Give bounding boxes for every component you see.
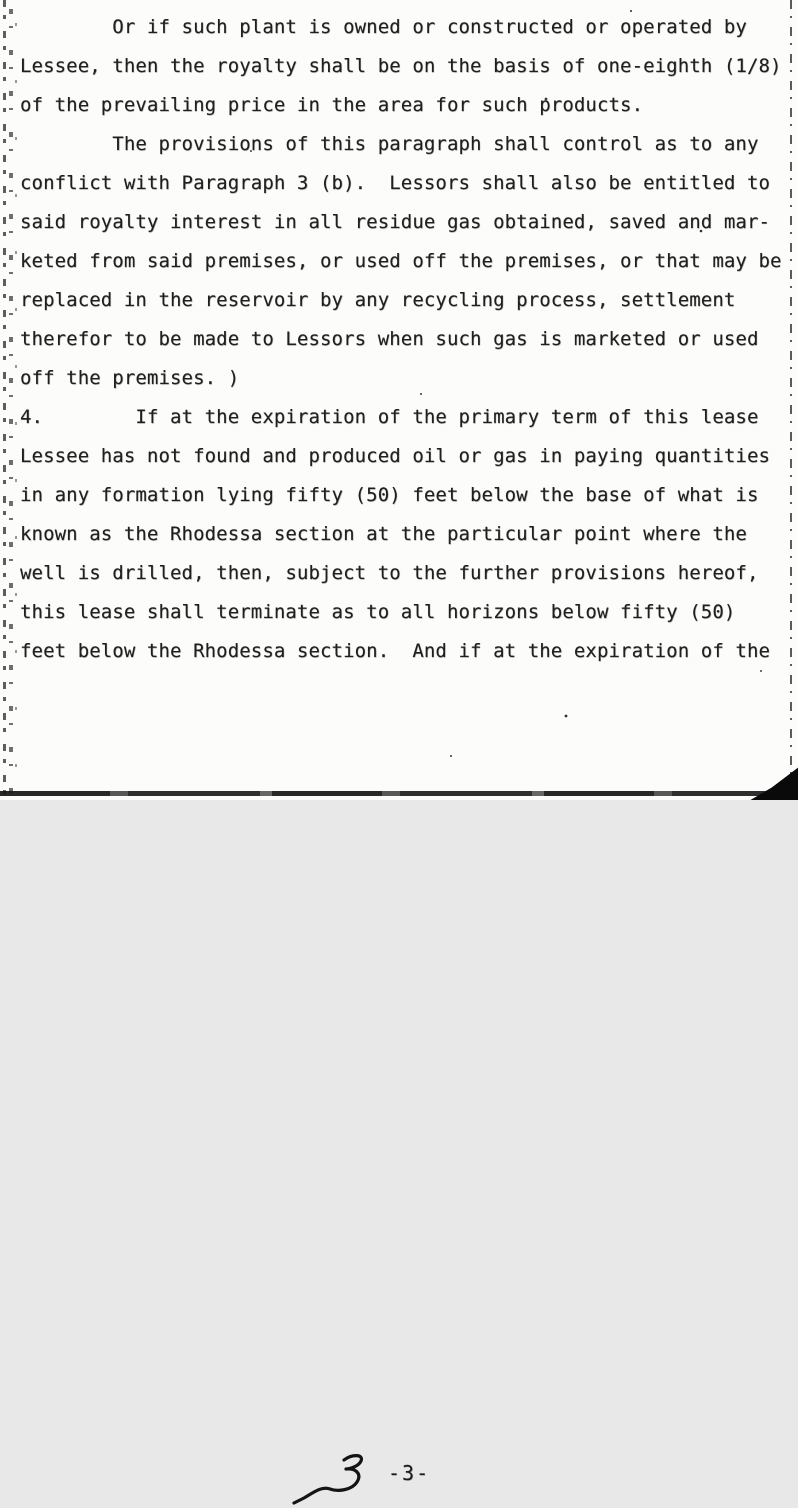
left-torn-edge-artifact — [3, 0, 6, 800]
handwritten-numeral-3 — [292, 1448, 392, 1508]
text-line-paragraph-4: 4. If at the expiration of the primary term of this lease — [20, 406, 759, 428]
text-line: Lessee has not found and produced oil or gas in paying quantities — [20, 445, 771, 467]
text-line: feet below the Rhodessa section. And if at the expiration of the — [20, 640, 771, 662]
typewritten-text-block — [20, 8, 792, 671]
page-footer — [0, 720, 798, 1485]
text-line: well is drilled, then, subject to the further provisions hereof, — [20, 562, 759, 584]
left-torn-edge-artifact-3 — [15, 0, 17, 800]
left-torn-edge-artifact-2 — [9, 0, 13, 800]
text-line: Or if such plant is owned or constructed or operated by — [20, 16, 747, 38]
text-line: conflict with Paragraph 3 (b). Lessors shall also be entitled to — [20, 172, 771, 194]
text-line: replaced in the reservoir by any recycling process, settlement — [20, 289, 736, 311]
text-line: therefor to be made to Lessors when such gas is marketed or used — [20, 328, 759, 350]
text-line: Lessee, then the royalty shall be on the basis of one-eighth (1/8) — [20, 55, 782, 77]
text-line: of the prevailing price in the area for such products. — [20, 94, 644, 116]
bottom-scan-bar-artifact — [0, 791, 798, 796]
text-line: keted from said premises, or used off the premises, or that may be — [20, 250, 782, 272]
text-line: said royalty interest in all residue gas obtained, saved and mar- — [20, 211, 771, 233]
typed-page-number: -3- — [388, 1461, 431, 1485]
text-line: in any formation lying fifty (50) feet below the base of what is — [20, 484, 759, 506]
text-line: this lease shall terminate as to all horizons below fifty (50) — [20, 601, 736, 623]
scan-speck-artifacts — [630, 10, 632, 12]
text-line: The provisions of this paragraph shall control as to any — [20, 133, 759, 155]
text-line: known as the Rhodessa section at the particular point where the — [20, 523, 747, 545]
text-line: off the premises. ) — [20, 367, 240, 389]
